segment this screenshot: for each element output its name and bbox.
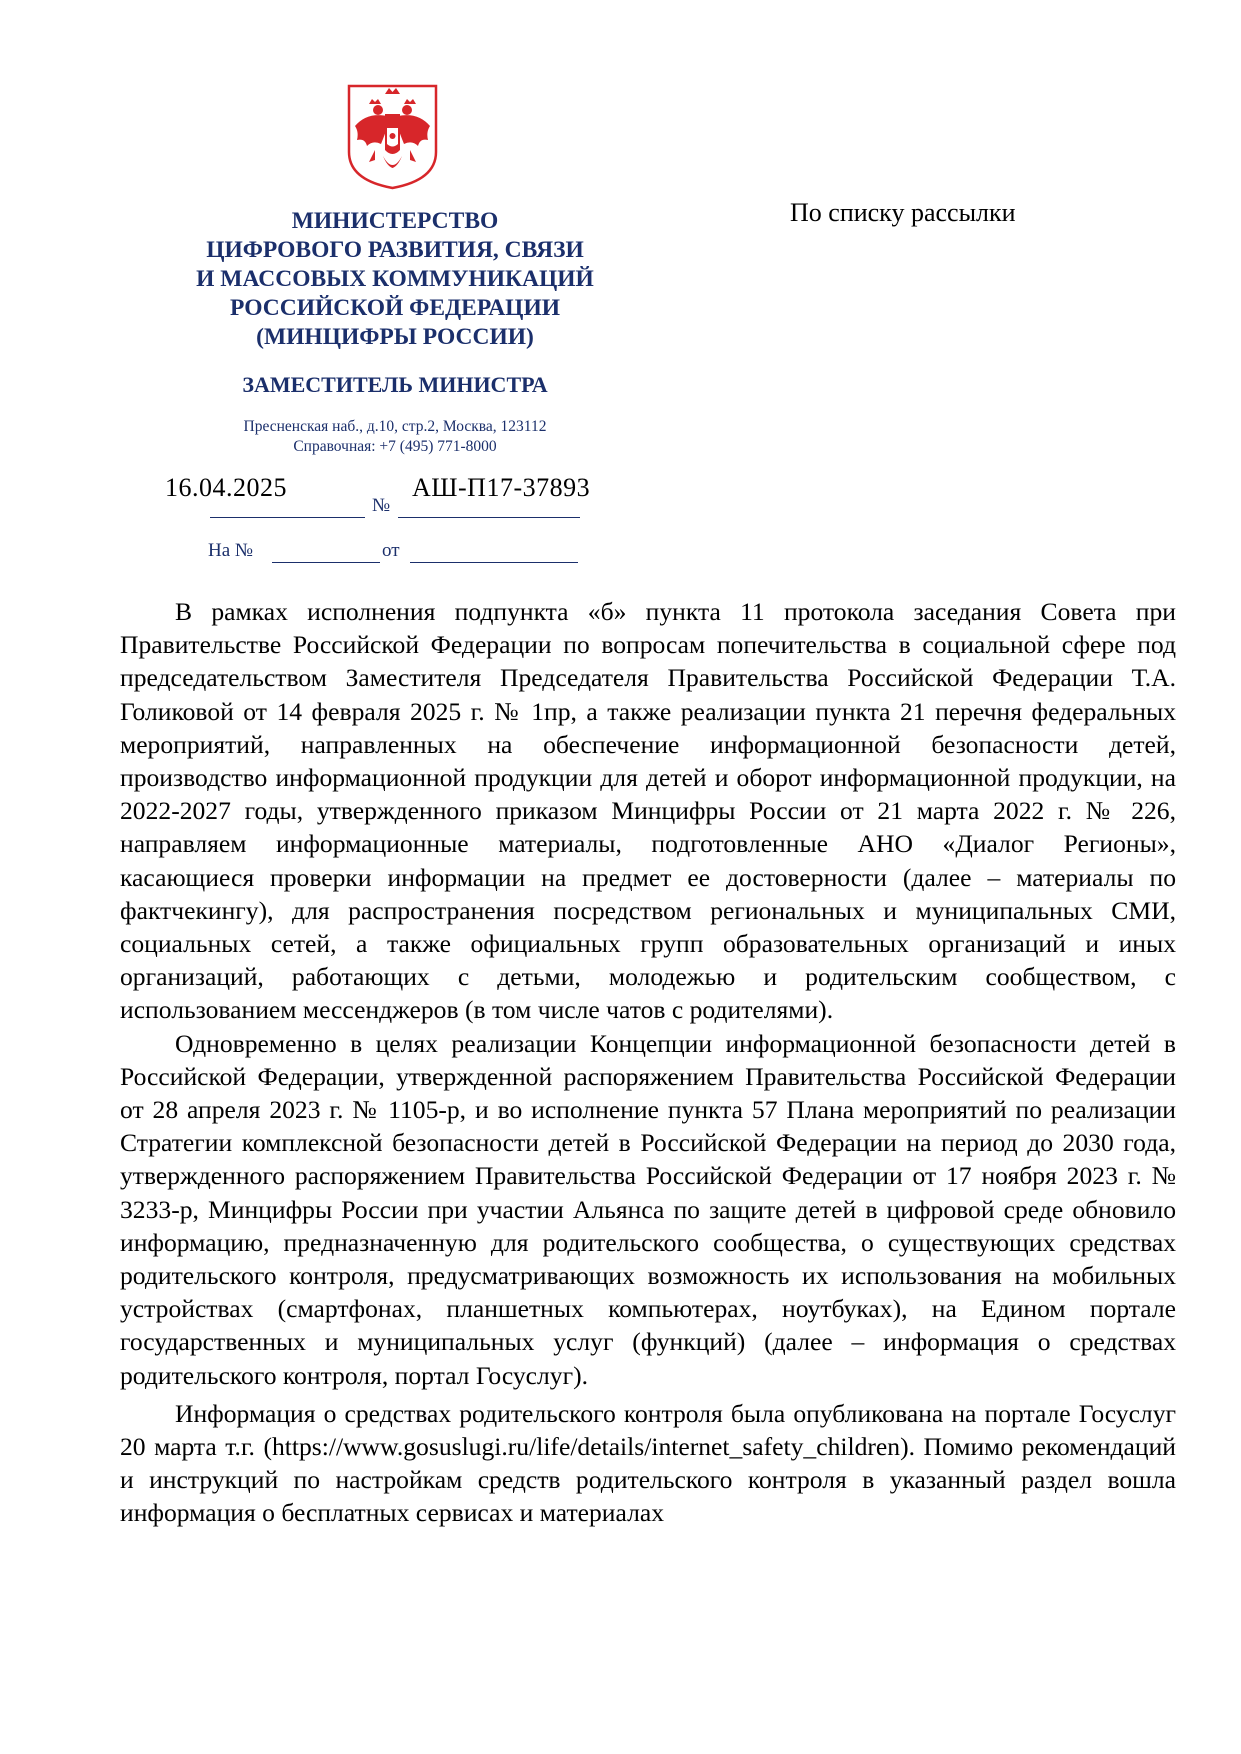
outgoing-date: 16.04.2025 (165, 473, 287, 502)
reply-to-label: На № (208, 540, 254, 561)
ministry-line: РОССИЙСКОЙ ФЕДЕРАЦИИ (230, 295, 560, 321)
body-paragraph: В рамках исполнения подпункта «б» пункта 11 протокола заседания Совета при Правительстве Российской Федерации по вопросам попечительства в социальной сфере под председательством Заместителя Председателя Правительства Российской Федерации Т.А. Голиковой от 14 февраля 2025 г. № 1пр, а также реализации пункта 21 перечня федеральных мероприятий, направленных на обеспечение информационной безопасности детей, производство информационной продукции для детей и оборот информационной продукции, на 2022-2027 годы, утвержденного приказом Минцифры России от 21 марта 2022 г. № 226, направляем информационные материалы, подготовленные АНО «Диалог Регионы», касающиеся проверки информации на предмет ее достоверности (далее – материалы по фактчекингу), для распространения посредством региональных и муниципальных СМИ, социальных сетей, а также официальных групп образовательных организаций и иных организаций, работающих с детьми, молодежью и родительским сообществом, с использованием мессенджеров (в том числе чатов с родителями). (120, 597, 1176, 1025)
body-paragraph: Одновременно в целях реализации Концепции информационной безопасности детей в Российской Федерации, утвержденной распоряжением Правительства Российской Федерации от 28 апреля 2023 г. № 1105-р, и во исполнение пункта 57 Плана мероприятий по реализации Стратегии комплексной безопасности детей в Российской Федерации на период до 2030 года, утвержденного распоряжением Правительства Российской Федерации от 17 ноября 2023 г. № 3233-р, Минцифры России при участии Альянса по защите детей в цифровой среде обновило информацию, предназначенную для родительского сообщества, о существующих средствах родительского контроля, предусматривающих возможность их использования на мобильных устройствах (смартфонах, планшетных компьютерах, ноутбуках), на Едином портале государственных и муниципальных услуг (функций) (далее – информация о средствах родительского контроля, портал Госуслуг). (120, 1028, 1176, 1390)
state-emblem-icon (345, 82, 440, 190)
recipient: По списку рассылки (790, 198, 1016, 227)
ministry-contacts (130, 417, 660, 457)
reply-date-underline (410, 562, 578, 563)
outgoing-number: АШ-П17-37893 (412, 473, 591, 502)
reply-from-label: от (382, 540, 400, 561)
ministry-address: Пресненская наб., д.10, стр.2, Москва, 123112 (243, 418, 547, 435)
reply-number-underline (272, 562, 380, 563)
ministry-line: ЦИФРОВОГО РАЗВИТИЯ, СВЯЗИ (206, 237, 584, 263)
letter-body (120, 595, 1176, 1530)
number-underline (398, 517, 580, 518)
number-sign-label: № (372, 495, 391, 516)
body-paragraph: Информация о средствах родительского контроля была опубликована на портале Госуслуг 20 марта т.г. (https://www.gosuslugi.ru/life/details/internet_safety_children). Помимо рекомендаций и инструкций по настройкам средств родительского контроля в указанный раздел вошла информация о бесплатных сервисах и материалах (120, 1398, 1176, 1528)
ministry-line: МИНИСТЕРСТВО (291, 208, 499, 234)
date-underline (210, 517, 365, 518)
ministry-line: (МИНЦИФРЫ РОССИИ) (256, 324, 534, 350)
signatory-position: ЗАМЕСТИТЕЛЬ МИНИСТРА (242, 372, 548, 397)
ministry-name (130, 207, 660, 352)
ministry-line: И МАССОВЫХ КОММУНИКАЦИЙ (196, 266, 594, 292)
ministry-phone: Справочная: +7 (495) 771-8000 (293, 438, 497, 455)
